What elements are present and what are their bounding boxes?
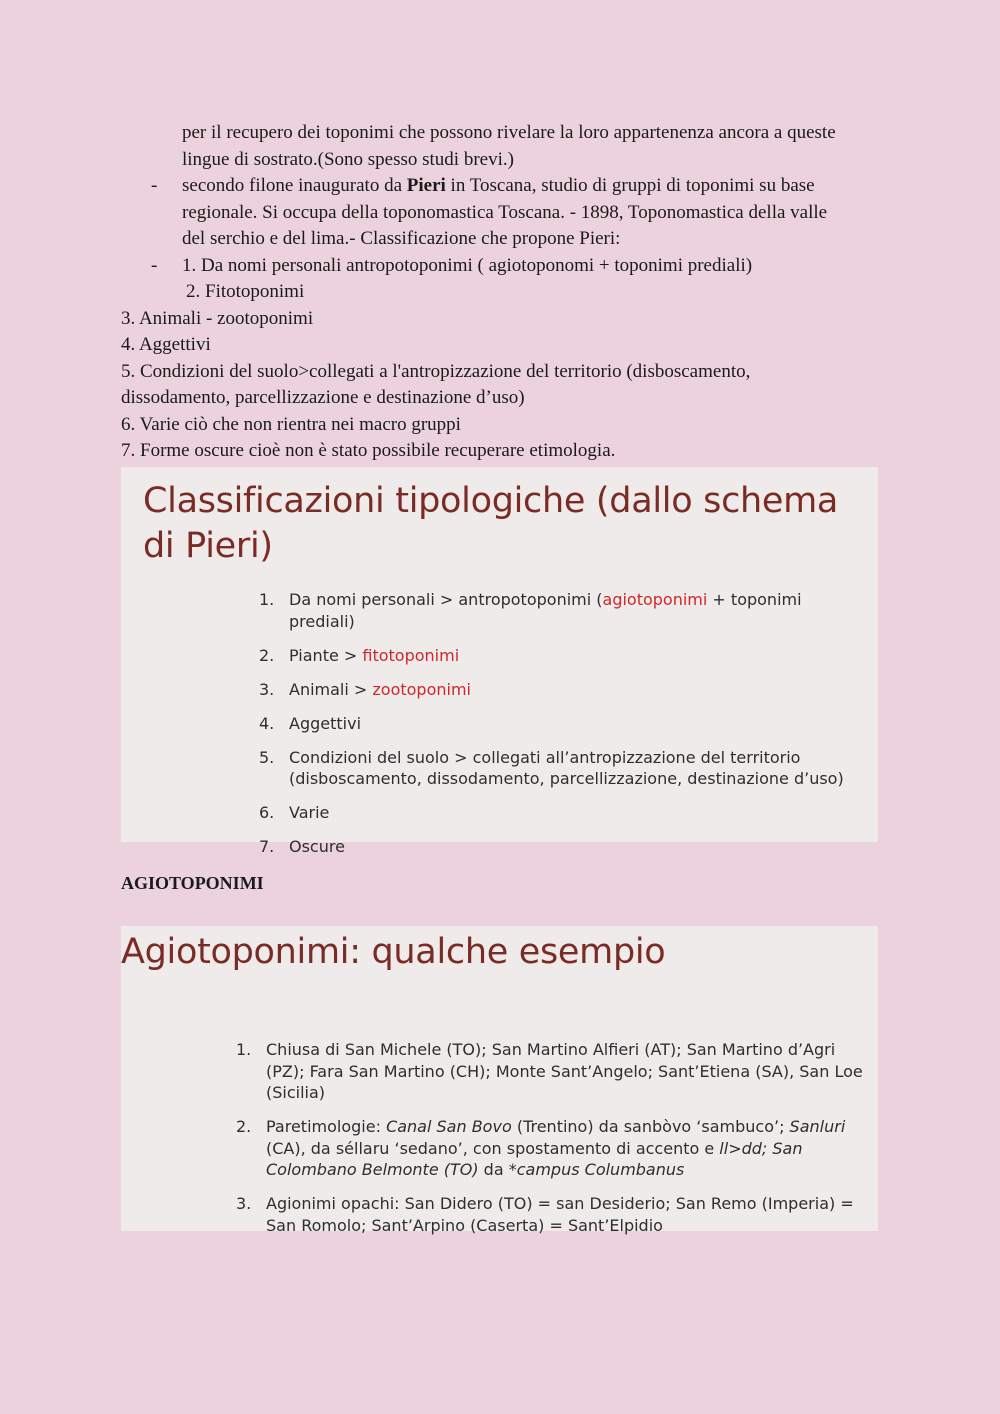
bullet-line [121,173,881,200]
text-line: lingue di sostrato.(Sono spesso studi brevi.) [182,148,514,170]
dash-bullet: - [151,175,158,196]
highlight-term: fitotoponimi [362,645,460,665]
list-item [259,645,869,667]
text-line: dissodamento, parcellizzazione e destinazione d’uso) [121,387,525,408]
item-number: 4. [259,713,275,733]
text-line: del serchio e del lima.- Classificazione che propone Pieri: [182,228,621,249]
slide-list [259,589,869,870]
highlight-term: zootoponimi [372,679,471,699]
item-number: 2. [259,645,275,665]
bold-name: Pieri [406,175,446,196]
list-item [259,747,869,790]
slide-classificazioni [121,467,878,856]
text-line: regionale. Si occupa della toponomastica Toscana. - 1898, Toponomastica della valle [182,201,828,223]
section-heading: AGIOTOPONIMI [121,873,264,893]
text-line: 4. Aggettivi [121,334,211,355]
item-number: 2. [236,1117,252,1136]
item-text: Da nomi personali > antropotoponimi ( [289,590,603,609]
text-line: 6. Varie ciò che non rientra nei macro gruppi [121,413,461,435]
list-item [236,1193,876,1236]
item-text: Agionimi opachi: San Didero (TO) = san Desiderio; San Remo (Imperia) = San Romolo; Sant’Arpino (Caserta) = Sant’Elpidio [266,1194,854,1235]
item-number: 3. [236,1194,252,1213]
item-number: 1. [259,590,275,609]
list-item [236,1039,876,1104]
item-number: 6. [259,803,275,822]
italic-term: ll>dd; San Colombano Belmonte (TO) [266,1138,803,1179]
item-text: (CA), da séllaru ‘sedano’, con spostamento di accento e [266,1138,720,1158]
item-text: Condizioni del suolo > collegati all’antropizzazione del territorio (disboscamento, dissodamento, parcellizzazione, destinazione d’uso) [289,747,844,788]
item-number: 7. [259,837,275,856]
dash-bullet: - [151,254,158,276]
body-text [121,120,881,465]
slide-title: Agiotoponimi: qualche esempio [121,932,666,972]
text-segment: 1. Da nomi personali antropotoponimi ( agiotoponomi + toponimi prediali) [182,254,753,276]
item-text: Chiusa di San Michele (TO); San Martino Alfieri (AT); San Martino d’Agri (PZ); Fara San Martino (CH); Monte Sant’Angelo; Sant’Etiena (SA), San Loe (Sicilia) [266,1040,863,1102]
item-number: 5. [259,747,275,767]
list-item [259,836,869,858]
item-text: Paretimologie: [266,1117,387,1136]
text-segment: in Toscana, studio di gruppi di toponimi su base [445,175,815,196]
item-text: Oscure [289,837,345,856]
list-item [259,713,869,735]
item-text: Aggettivi [289,713,362,733]
list-item [236,1116,876,1181]
item-number: 1. [236,1040,252,1059]
slide-list [236,1039,876,1249]
italic-term: Canal San Bovo [386,1117,512,1136]
slide-agiotoponimi [121,926,878,1235]
text-segment: secondo filone inaugurato da [182,175,407,196]
item-text: (Trentino) da sanbòvo ‘sambuco’; [511,1117,790,1136]
list-item [259,679,869,701]
bullet-line [121,253,881,280]
text-line: 2. Fitotoponimi [186,281,305,302]
text-line: 5. Condizioni del suolo>collegati a l'antropizzazione del territorio (disboscamento, [121,360,751,382]
list-item [259,589,869,632]
italic-term: Sanluri [789,1117,846,1136]
item-text: Varie [289,803,330,822]
slide-title: Classificazioni tipologiche (dallo schema di Pieri) [143,481,839,566]
item-text: + toponimi prediali) [289,590,802,631]
highlight-term: agiotoponimi [602,590,708,609]
text-line: 3. Animali - zootoponimi [121,307,314,329]
list-item [259,802,869,824]
item-text: Animali > [289,679,373,699]
item-text: da [478,1160,509,1179]
italic-term: *campus Columbanus [508,1160,685,1179]
text-line: per il recupero dei toponimi che possono rivelare la loro appartenenza ancora a queste [182,122,836,143]
item-number: 3. [259,679,275,699]
item-text: Piante > [289,645,363,665]
text-line: 7. Forme oscure cioè non è stato possibile recuperare etimologia. [121,440,616,461]
